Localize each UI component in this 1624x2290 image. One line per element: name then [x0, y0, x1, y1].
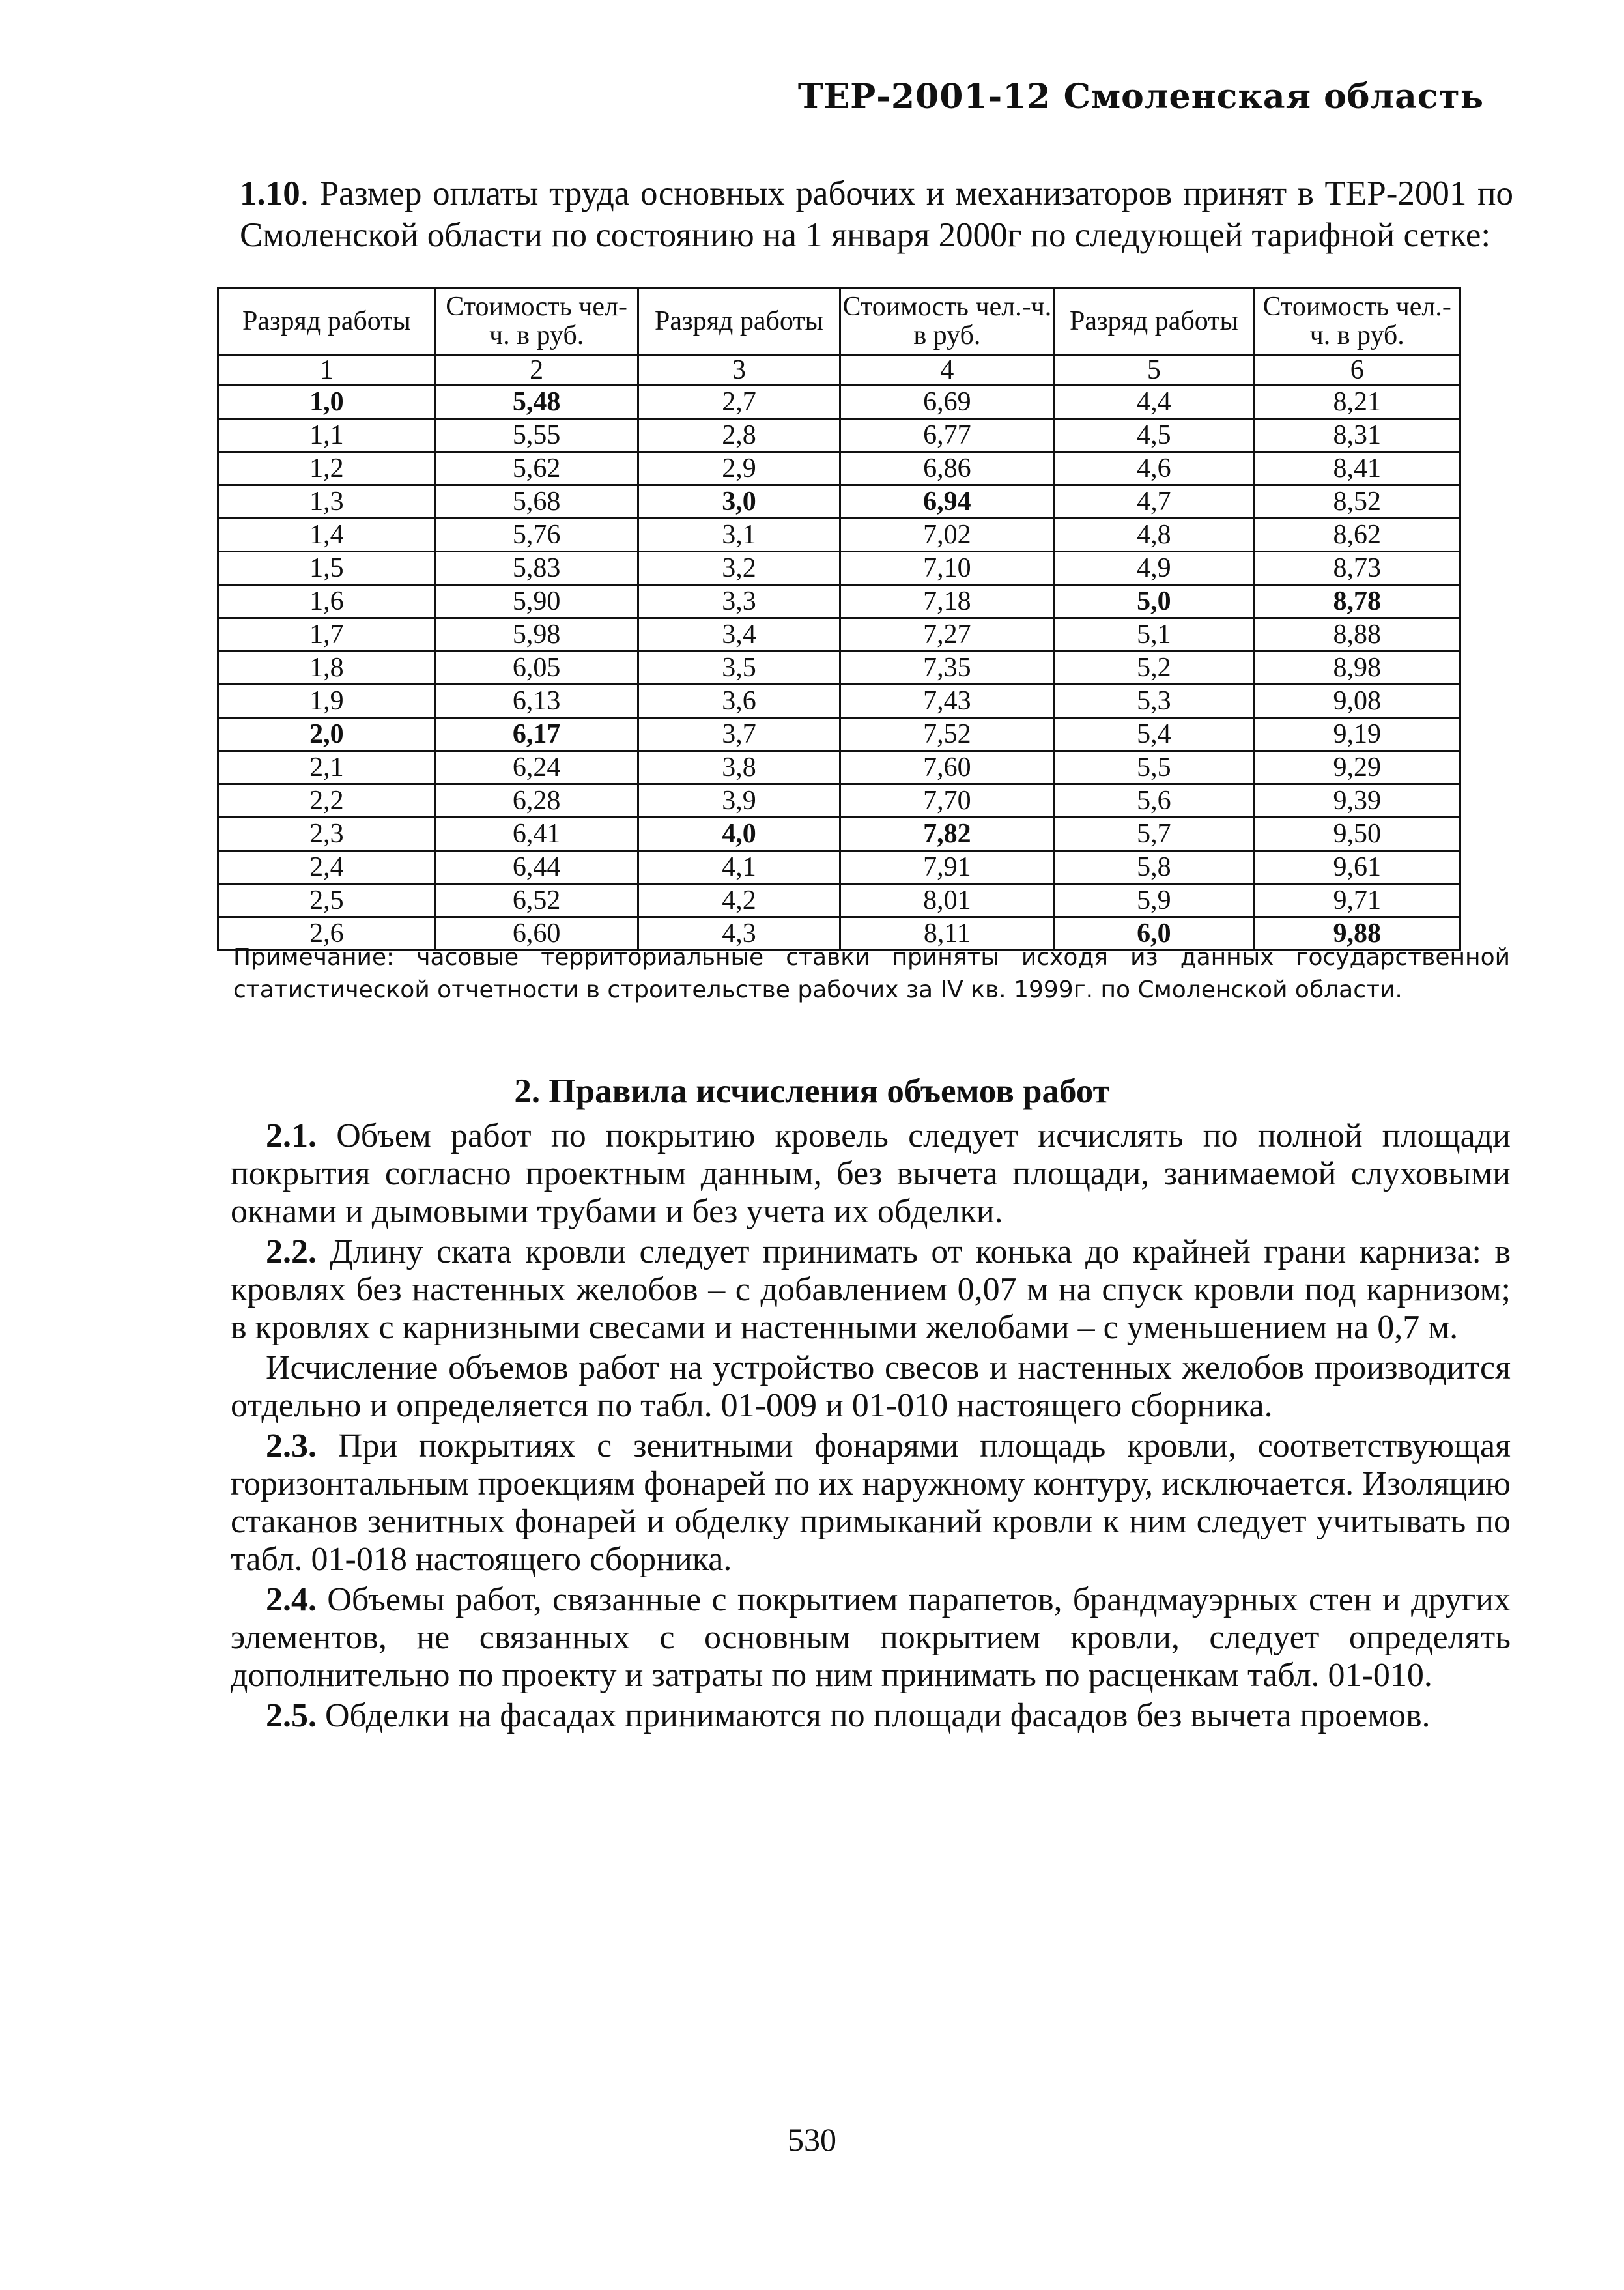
table-cell: 9,19: [1254, 718, 1460, 751]
tariff-table: [217, 287, 1461, 951]
table-row: [218, 618, 1460, 651]
table-note: Примечание: часовые территориальные ставки приняты исходя из данных государственной статистической отчетности в строительстве рабочих за IV кв. 1999г. по Смоленской области.: [233, 944, 1510, 1003]
table-cell: 1,2: [218, 452, 436, 485]
table-cell: 2,6: [218, 917, 436, 951]
table-cell: 6,94: [840, 485, 1054, 519]
table-cell: 3,2: [638, 552, 840, 585]
table-cell: 2,8: [638, 419, 840, 452]
column-number-row: [218, 355, 1460, 386]
table-cell: 4,2: [638, 884, 840, 917]
table-cell: 5,55: [435, 419, 638, 452]
table-cell: 4,6: [1054, 452, 1254, 485]
table-cell: 1,6: [218, 585, 436, 618]
table-header-row: [218, 288, 1460, 355]
table-cell: 7,70: [840, 784, 1054, 818]
table-cell: 5,1: [1054, 618, 1254, 651]
table-cell: 5,6: [1054, 784, 1254, 818]
table-cell: 3,5: [638, 651, 840, 685]
rule-number: 2.5.: [266, 1697, 317, 1734]
table-cell: 5,8: [1054, 851, 1254, 884]
table-cell: 9,29: [1254, 751, 1460, 784]
table-cell: 6,69: [840, 386, 1054, 419]
table-cell: 7,35: [840, 651, 1054, 685]
table-body: [218, 386, 1460, 951]
column-number: 4: [840, 355, 1054, 386]
table-header: Разряд работы: [218, 288, 436, 355]
table-header: Стоимость чел.-ч. в руб.: [1254, 288, 1460, 355]
table-cell: 8,01: [840, 884, 1054, 917]
table-cell: 6,28: [435, 784, 638, 818]
table-cell: 2,4: [218, 851, 436, 884]
table-cell: 8,21: [1254, 386, 1460, 419]
rule-paragraph: [231, 1233, 1511, 1347]
table-cell: 9,61: [1254, 851, 1460, 884]
rule-number: 2.4.: [266, 1581, 317, 1618]
table-cell: 7,18: [840, 585, 1054, 618]
table-cell: 6,24: [435, 751, 638, 784]
table-cell: 6,0: [1054, 917, 1254, 951]
table-cell: 3,6: [638, 685, 840, 718]
table-cell: 9,39: [1254, 784, 1460, 818]
table-cell: 6,13: [435, 685, 638, 718]
table-cell: 1,9: [218, 685, 436, 718]
table-cell: 6,52: [435, 884, 638, 917]
table-cell: 6,41: [435, 818, 638, 851]
table-cell: 7,82: [840, 818, 1054, 851]
table-cell: 2,3: [218, 818, 436, 851]
table-cell: 7,43: [840, 685, 1054, 718]
column-number: 2: [435, 355, 638, 386]
table-header: Стоимость чел-ч. в руб.: [435, 288, 638, 355]
rule-paragraph: [231, 1427, 1511, 1579]
page-number: 530: [788, 2121, 836, 2158]
section-title: 2. Правила исчисления объемов работ: [514, 1072, 1110, 1110]
table-cell: 3,9: [638, 784, 840, 818]
rule-paragraph: [231, 1349, 1511, 1425]
table-cell: 4,8: [1054, 519, 1254, 552]
table-row: [218, 585, 1460, 618]
table-cell: 9,88: [1254, 917, 1460, 951]
rule-paragraph: [231, 1697, 1511, 1735]
rule-text: Обделки на фасадах принимаются по площади фасадов без вычета проемов.: [317, 1697, 1431, 1734]
rules-section: [231, 1117, 1511, 1735]
table-cell: 6,17: [435, 718, 638, 751]
table-cell: 6,77: [840, 419, 1054, 452]
table-cell: 3,3: [638, 585, 840, 618]
table-cell: 1,5: [218, 552, 436, 585]
table-cell: 5,76: [435, 519, 638, 552]
table-header: Разряд работы: [1054, 288, 1254, 355]
table-cell: 4,4: [1054, 386, 1254, 419]
table-cell: 1,1: [218, 419, 436, 452]
table-cell: 6,60: [435, 917, 638, 951]
table-cell: 1,8: [218, 651, 436, 685]
table-cell: 7,27: [840, 618, 1054, 651]
table-cell: 8,62: [1254, 519, 1460, 552]
table-row: [218, 386, 1460, 419]
table-cell: 8,11: [840, 917, 1054, 951]
table-cell: 4,0: [638, 818, 840, 851]
table-cell: 4,7: [1054, 485, 1254, 519]
table-cell: 3,4: [638, 618, 840, 651]
rule-number: 2.3.: [266, 1427, 317, 1465]
table-cell: 5,2: [1054, 651, 1254, 685]
rule-paragraph: [231, 1581, 1511, 1695]
table-cell: 8,78: [1254, 585, 1460, 618]
table-cell: 6,05: [435, 651, 638, 685]
table-row: [218, 452, 1460, 485]
table-cell: 2,5: [218, 884, 436, 917]
document-header: ТЕР-2001-12 Смоленская область: [797, 77, 1484, 117]
table-cell: 4,9: [1054, 552, 1254, 585]
table-cell: 8,88: [1254, 618, 1460, 651]
table-cell: 6,86: [840, 452, 1054, 485]
table-row: [218, 818, 1460, 851]
column-number: 5: [1054, 355, 1254, 386]
table-cell: 6,44: [435, 851, 638, 884]
table-cell: 5,3: [1054, 685, 1254, 718]
rule-text: Объемы работ, связанные с покрытием парапетов, брандмауэрных стен и других элементов, не связанных с основным покрытием кровли, следует определять дополнительно по проекту и затраты по ним принимать по расценкам табл. 01-010.: [231, 1581, 1511, 1694]
intro-number: 1.10: [240, 175, 300, 212]
table-cell: 2,9: [638, 452, 840, 485]
table-cell: 8,52: [1254, 485, 1460, 519]
table-row: [218, 884, 1460, 917]
table-cell: 5,98: [435, 618, 638, 651]
table-cell: 5,68: [435, 485, 638, 519]
column-number: 6: [1254, 355, 1460, 386]
table-cell: 5,5: [1054, 751, 1254, 784]
table-cell: 5,9: [1054, 884, 1254, 917]
table-row: [218, 784, 1460, 818]
table-cell: 5,48: [435, 386, 638, 419]
table-cell: 3,1: [638, 519, 840, 552]
table-cell: 5,90: [435, 585, 638, 618]
table-cell: 3,0: [638, 485, 840, 519]
table-cell: 2,0: [218, 718, 436, 751]
table-cell: 1,4: [218, 519, 436, 552]
table-cell: 4,3: [638, 917, 840, 951]
table-row: [218, 419, 1460, 452]
rule-text: Длину ската кровли следует принимать от конька до крайней грани карниза: в кровлях без настенных желобов – с добавлением 0,07 м на спуск кровли под карнизом; в кровлях с карнизными свесами и настенными желобами – с уменьшением на 0,7 м.: [231, 1233, 1511, 1346]
table-row: [218, 651, 1460, 685]
rule-number: 2.2.: [266, 1233, 317, 1270]
table-row: [218, 851, 1460, 884]
table-cell: 1,3: [218, 485, 436, 519]
rule-text: Исчисление объемов работ на устройство свесов и настенных желобов производится отдельно и определяется по табл. 01-009 и 01-010 настоящего сборника.: [231, 1349, 1511, 1424]
table-cell: 4,5: [1054, 419, 1254, 452]
table-cell: 2,1: [218, 751, 436, 784]
table-cell: 3,8: [638, 751, 840, 784]
rule-paragraph: [231, 1117, 1511, 1231]
table-header: Стоимость чел.-ч. в руб.: [840, 288, 1054, 355]
table-cell: 5,4: [1054, 718, 1254, 751]
table-cell: 2,2: [218, 784, 436, 818]
table-cell: 4,1: [638, 851, 840, 884]
table-cell: 7,60: [840, 751, 1054, 784]
rule-text: При покрытиях с зенитными фонарями площадь кровли, соответствующая горизонтальным проекциям фонарей по их наружному контуру, исключается. Изоляцию стаканов зенитных фонарей и обделку примыканий кровли к ним следует учитывать по табл. 01-018 настоящего сборника.: [231, 1427, 1511, 1578]
table-row: [218, 485, 1460, 519]
table-row: [218, 751, 1460, 784]
table-cell: 7,52: [840, 718, 1054, 751]
rule-text: Объем работ по покрытию кровель следует исчислять по полной площади покрытия согласно проектным данным, без вычета площади, занимаемой слуховыми окнами и дымовыми трубами и без учета их обделки.: [231, 1117, 1511, 1230]
intro-paragraph: [240, 173, 1513, 256]
table-cell: 8,31: [1254, 419, 1460, 452]
table-cell: 5,62: [435, 452, 638, 485]
table-cell: 7,91: [840, 851, 1054, 884]
table-cell: 7,10: [840, 552, 1054, 585]
table-row: [218, 718, 1460, 751]
column-number: 1: [218, 355, 436, 386]
table-row: [218, 519, 1460, 552]
table-cell: 5,0: [1054, 585, 1254, 618]
table-header: Разряд работы: [638, 288, 840, 355]
table-cell: 8,41: [1254, 452, 1460, 485]
table-cell: 2,7: [638, 386, 840, 419]
table-cell: 5,83: [435, 552, 638, 585]
table-cell: 5,7: [1054, 818, 1254, 851]
rule-number: 2.1.: [266, 1117, 317, 1154]
table-cell: 1,0: [218, 386, 436, 419]
intro-text: . Размер оплаты труда основных рабочих и механизаторов принят в ТЕР-2001 по Смоленской области по состоянию на 1 января 2000г по следующей тарифной сетке:: [240, 175, 1513, 254]
table-cell: 9,71: [1254, 884, 1460, 917]
table-cell: 7,02: [840, 519, 1054, 552]
table-row: [218, 552, 1460, 585]
table-cell: 9,50: [1254, 818, 1460, 851]
table-cell: 8,98: [1254, 651, 1460, 685]
table-cell: 9,08: [1254, 685, 1460, 718]
table-cell: 3,7: [638, 718, 840, 751]
table-cell: 1,7: [218, 618, 436, 651]
table-cell: 8,73: [1254, 552, 1460, 585]
table-row: [218, 685, 1460, 718]
column-number: 3: [638, 355, 840, 386]
